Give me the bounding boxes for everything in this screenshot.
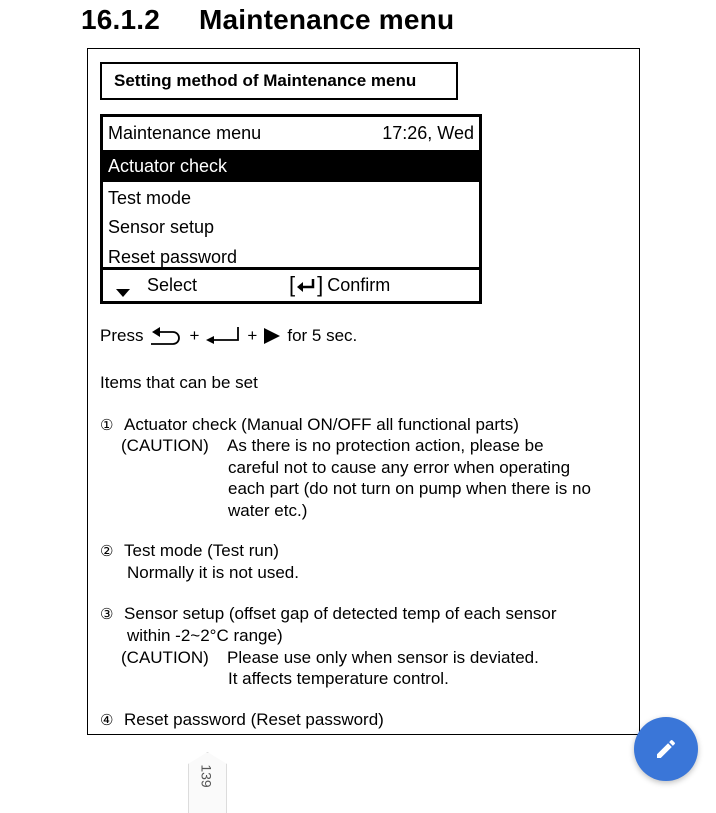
item-note: Normally it is not used. [127, 563, 299, 582]
item-title: Reset password (Reset password) [124, 710, 384, 729]
confirm-label: Confirm [327, 274, 391, 295]
item-actuator-check [100, 414, 519, 437]
caution-line: As there is no protection action, please be [227, 436, 544, 455]
lcd-menu-item-test-mode: Test mode [108, 188, 192, 208]
method-title-box: Setting method of Maintenance menu [100, 62, 458, 100]
down-arrow-icon [116, 289, 130, 297]
lcd-title: Maintenance menu [108, 122, 262, 143]
select-hint: Select [147, 275, 198, 295]
section-number: 16.1.2 [81, 4, 161, 35]
bracket-open: [ [289, 272, 296, 297]
enter-key-icon [205, 326, 241, 346]
item-marker: ① [100, 417, 114, 434]
caution-label: (CAUTION) [121, 648, 209, 667]
item-marker: ③ [100, 606, 114, 623]
lcd-clock: 17:26, Wed [382, 122, 474, 143]
caution-line: careful not to cause any error when operating [228, 458, 571, 477]
item-marker: ② [100, 543, 114, 560]
enter-key-icon [295, 277, 317, 293]
item-reset-password [100, 709, 384, 732]
lcd-footer [103, 267, 479, 301]
plus-sign: + [189, 326, 200, 345]
item-title: Actuator check (Manual ON/OFF all functional parts) [124, 415, 519, 434]
pencil-icon [654, 737, 678, 761]
caution-label: (CAUTION) [121, 436, 209, 455]
lcd-menu-item-sensor-setup: Sensor setup [108, 217, 215, 237]
caution-line: It affects temperature control. [228, 669, 449, 688]
lcd-menu-item-reset-password: Reset password [108, 247, 238, 267]
bracket-close: ] [317, 272, 324, 297]
plus-sign: + [247, 326, 258, 345]
right-arrow-icon [263, 327, 281, 345]
lcd-screen [100, 114, 482, 304]
edit-button[interactable] [634, 717, 698, 781]
items-heading: Items that can be set [100, 373, 258, 392]
key-combination [100, 326, 357, 346]
item-title: Sensor setup (offset gap of detected temp of each sensor [124, 604, 557, 623]
section-title: Maintenance menu [199, 4, 455, 35]
caution-line: water etc.) [228, 501, 308, 520]
lcd-menu-item-actuator-check: Actuator check [103, 150, 479, 182]
item-sensor-setup [100, 603, 557, 626]
item-title: Test mode (Test run) [124, 541, 279, 560]
back-key-icon [149, 326, 183, 346]
confirm-hint [289, 272, 390, 298]
caution-line: each part (do not turn on pump when there is no [228, 479, 591, 498]
press-label: Press [100, 326, 144, 345]
duration-label: for 5 sec. [287, 326, 358, 345]
caution-line: Please use only when sensor is deviated. [227, 648, 539, 667]
item-test-mode [100, 540, 279, 563]
lcd-header [103, 117, 479, 149]
page-number: 139 [198, 764, 215, 788]
item-marker: ④ [100, 712, 114, 729]
section-heading [81, 4, 454, 36]
item-title-continued: within -2~2°C range) [127, 626, 283, 645]
